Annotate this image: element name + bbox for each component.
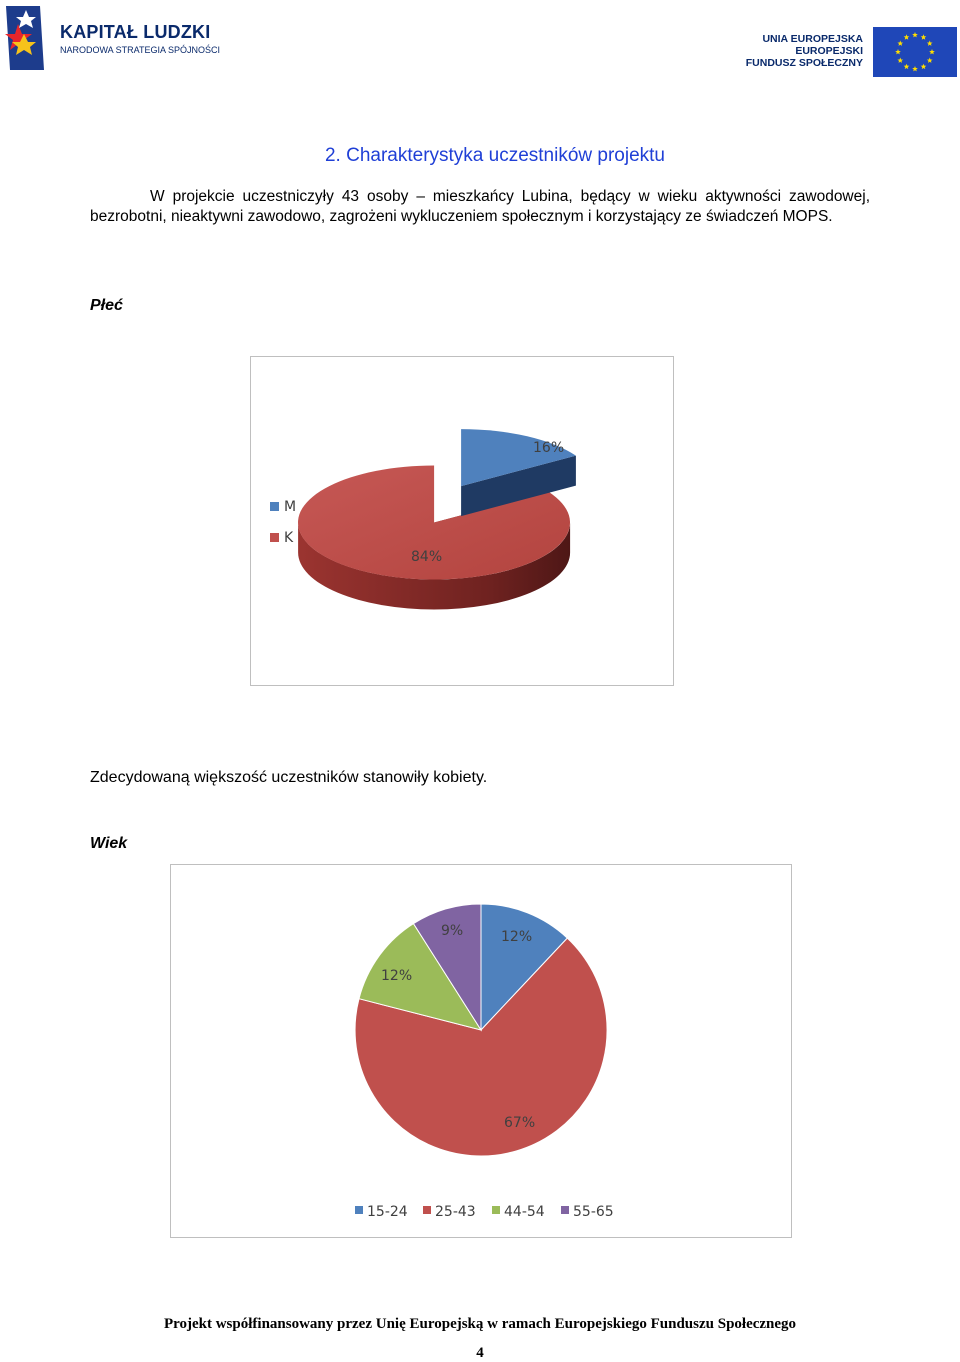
data-label-k: 84% bbox=[411, 549, 443, 565]
legend-swatch-m bbox=[270, 502, 279, 511]
section-heading: 2. Charakterystyka uczestników projektu bbox=[324, 145, 666, 166]
data-label-25-43: 67% bbox=[504, 1115, 536, 1131]
data-label-m: 16% bbox=[533, 440, 565, 456]
legend-swatch-55-65 bbox=[561, 1206, 569, 1214]
gender-conclusion: Zdecydowaną większość uczestników stanowiły kobiety. bbox=[90, 769, 488, 786]
eu-title: UNIA EUROPEJSKA bbox=[762, 33, 863, 45]
age-chart-legend bbox=[0, 1200, 960, 1220]
legend-label-25-43: 25-43 bbox=[435, 1204, 476, 1220]
legend-swatch-25-43 bbox=[423, 1206, 431, 1214]
gender-section-label: Płeć bbox=[90, 297, 123, 314]
data-label-44-54: 12% bbox=[381, 968, 413, 984]
kapital-ludzki-title: KAPITAŁ LUDZKI bbox=[60, 22, 211, 42]
legend-label-55-65: 55-65 bbox=[573, 1204, 614, 1220]
eu-flag-icon bbox=[873, 27, 957, 77]
age-chart bbox=[170, 864, 792, 1238]
data-label-15-24: 12% bbox=[501, 929, 533, 945]
page-number: 4 bbox=[476, 1345, 484, 1361]
legend-label-15-24: 15-24 bbox=[367, 1204, 408, 1220]
gender-chart-svg bbox=[251, 357, 673, 685]
legend-swatch-44-54 bbox=[492, 1206, 500, 1214]
eu-fund-line-2: FUNDUSZ SPOŁECZNY bbox=[745, 57, 863, 69]
intro-text: W projekcie uczestniczyły 43 osoby – mieszkańcy Lubina, będący w wieku aktywności zawodowej, bezrobotni, nieaktywni zawodowo, zagrożeni wykluczeniem społecznym i korzystający ze świadczeń MOPS. bbox=[90, 188, 870, 225]
legend-swatch-15-24 bbox=[355, 1206, 363, 1214]
legend-label-k: K bbox=[284, 530, 294, 546]
age-section-label: Wiek bbox=[90, 835, 128, 852]
footer-text: Projekt współfinansowany przez Unię Europejską w ramach Europejskiego Funduszu Społecznego bbox=[163, 1316, 797, 1332]
legend-label-44-54: 44-54 bbox=[504, 1204, 545, 1220]
gender-chart bbox=[250, 356, 674, 686]
age-chart-svg bbox=[171, 865, 791, 1237]
eu-fund-line-1: EUROPEJSKI bbox=[795, 45, 863, 57]
intro-paragraph bbox=[90, 187, 870, 227]
data-label-55-65: 9% bbox=[441, 923, 464, 939]
kapital-ludzki-subtitle: NARODOWA STRATEGIA SPÓJNOŚCI bbox=[60, 45, 221, 55]
legend-swatch-k bbox=[270, 533, 279, 542]
legend-label-m: M bbox=[284, 499, 297, 515]
